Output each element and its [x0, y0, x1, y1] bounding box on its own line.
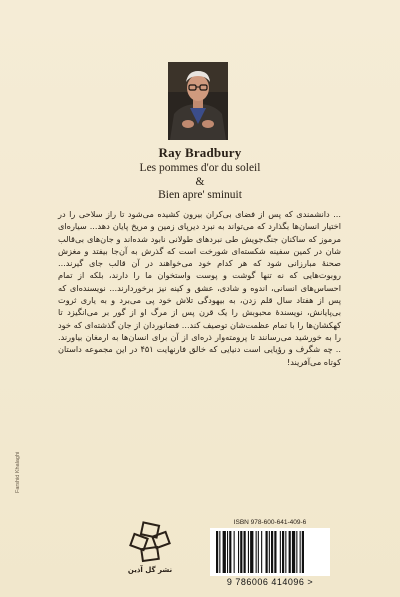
- barcode-bar: [238, 531, 239, 573]
- barcode-bar: [219, 531, 220, 573]
- author-name: Ray Bradbury: [158, 145, 242, 160]
- barcode-digits: 9 786006 414096 >: [226, 577, 314, 587]
- barcode-bar: [216, 531, 218, 573]
- book-title-2: Bien apre' sminuit: [158, 189, 242, 201]
- barcode: [210, 528, 330, 576]
- title-ampersand: &: [195, 176, 205, 188]
- book-title-1: Les pommes d'or du soleil: [139, 162, 261, 174]
- barcode-bar: [244, 531, 246, 573]
- barcode-bar: [248, 531, 249, 573]
- barcode-bar: [240, 531, 242, 573]
- barcode-bar: [229, 531, 231, 573]
- book-blurb: ... دانشمندی که پس از فضای بی‌کران بیرون کشیده می‌شود تا راز سلاحی را در اختیار انسان‌ها بگذارد که می‌تواند به نبرد دیرپای زمین و مریخ پایان دهد... سیاره‌ای مرموز که ساکنان جنگ‌جویش طی نبردهای طولانی نابود شده‌اند و جان‌های بی‌قالب شان در کمین سفینه شکسته‌ای شورخت است که گذرش به آن‌جا بیفتد و مغزش صحنهٔ مبارزانی شود که هر کدام خود می‌خواهند در آن قالب جای گیرند... روبوت‌هایی که نه تنها گوشت و پوست واستخوان ما را دارند، بلکه از تمام احساس‌های انسانی، اندوه و شادی، عشق و کینه نیز برخوردارند... نویسنده‌ای که پس از هفتاد سال قلم زدن، به بیهودگی تلاش خود پی می‌برد و به یاری ثروت بی‌پایانش، نویسندهٔ محبوبش را یک قرن پس از مرگ او از گور بر می‌انگیزد تا کهکشان‌ها را با تمام عظمت‌شان توصیف کند... فضانوردان از جان گذشته‌ای که خود را به خورشید می‌رسانند تا پرومته‌وار ذره‌ای از آن برای انسان‌ها به ارمغان بیاورند. .. چه شگرف و رؤیایی است دنیایی که خالق فارنهایت ۴۵۱ در این مجموعه داستان کوتاه می‌آفریند!: [58, 209, 341, 367]
- barcode-bar: [296, 531, 297, 573]
- barcode-bar: [250, 531, 253, 573]
- barcode-bar: [300, 531, 301, 573]
- barcode-bar: [280, 531, 281, 573]
- barcode-bar: [269, 531, 270, 573]
- photo-credit: Farshid Khalaghi: [15, 451, 21, 493]
- barcode-bars: [210, 528, 330, 576]
- barcode-bar: [266, 531, 268, 573]
- barcode-bar: [234, 531, 235, 573]
- barcode-bar: [274, 531, 276, 573]
- barcode-bar: [223, 531, 226, 573]
- isbn-label: ISBN 978-600-641-409-6: [233, 519, 307, 526]
- barcode-bar: [292, 531, 295, 573]
- barcode-bar: [289, 531, 291, 573]
- barcode-bar: [258, 531, 259, 573]
- barcode-bar: [261, 531, 262, 573]
- barcode-bar: [271, 531, 273, 573]
- barcode-bar: [282, 531, 284, 573]
- author-portrait-image: [168, 62, 228, 140]
- publisher-logo-icon: [128, 520, 172, 564]
- author-photo: [168, 62, 228, 140]
- publisher-logo: [128, 520, 172, 564]
- publisher-name: نشر گل آذین: [127, 566, 173, 574]
- barcode-bar: [256, 531, 257, 573]
- barcode-bar: [227, 531, 228, 573]
- barcode-bar: [302, 531, 304, 573]
- barcode-bar: [285, 531, 286, 573]
